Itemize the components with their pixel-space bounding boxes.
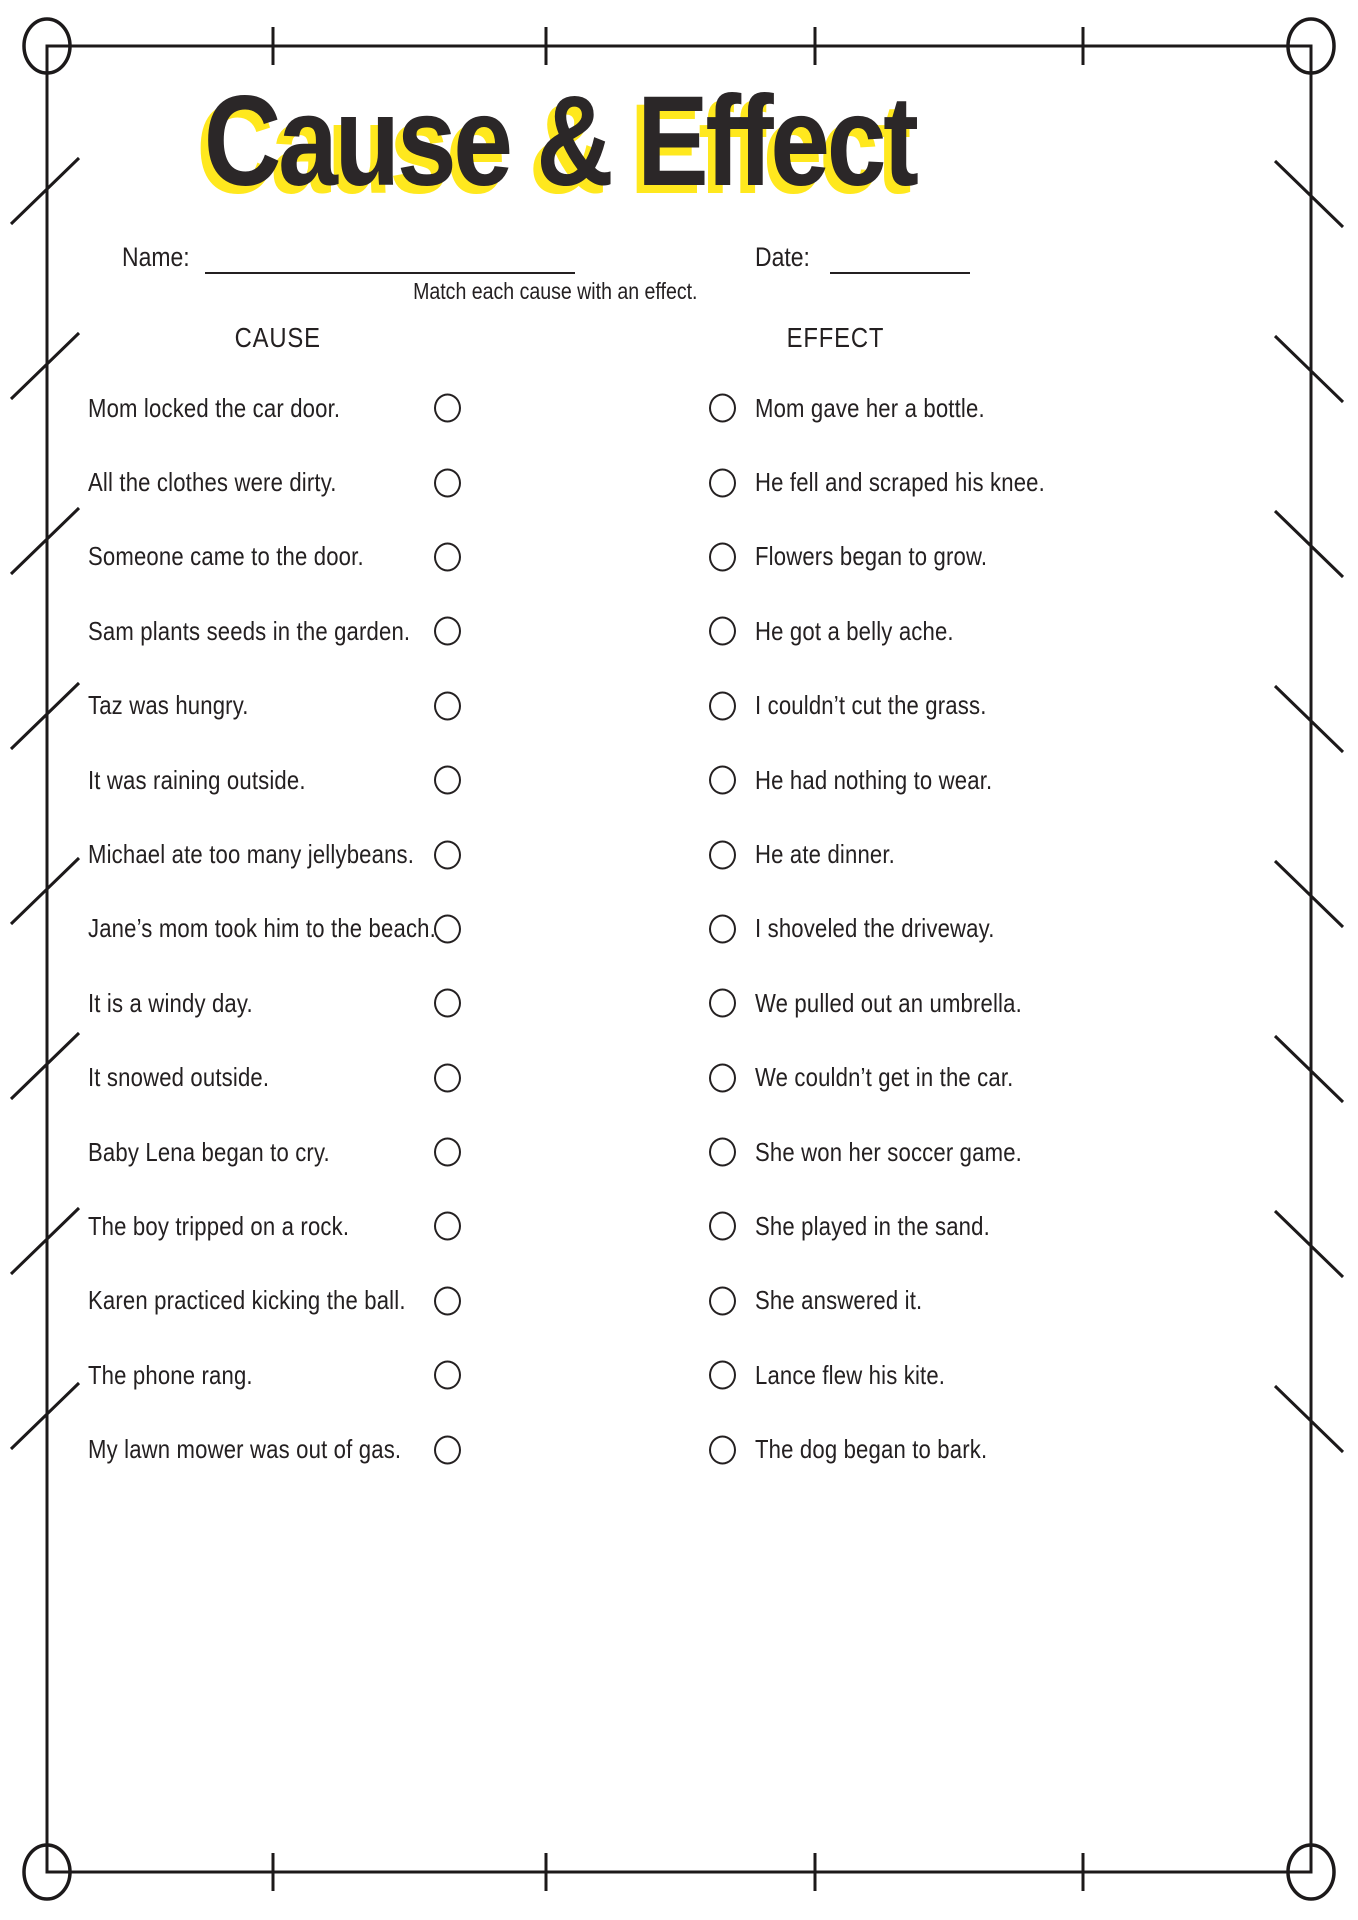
cause-header-text: CAUSE [234, 322, 322, 353]
cause-match-circle[interactable] [434, 394, 461, 423]
effect-text: Lance flew his kite. [755, 1359, 946, 1390]
instruction-area [88, 278, 1022, 305]
effect-text: He got a belly ache. [755, 615, 954, 646]
effect-text: She answered it. [755, 1285, 923, 1316]
cause-match-circle[interactable] [434, 1138, 461, 1167]
cause-text: The boy tripped on a rock. [88, 1210, 350, 1241]
cause-row [88, 1189, 648, 1263]
effect-text: Mom gave her a bottle. [755, 392, 985, 423]
name-date-row [0, 240, 1358, 280]
effect-row [703, 520, 1303, 594]
effect-text: We pulled out an umbrella. [755, 987, 1022, 1018]
effect-row [703, 1041, 1303, 1115]
effect-match-circle[interactable] [709, 1286, 736, 1315]
cause-text: Michael ate too many jellybeans. [88, 839, 415, 870]
cause-match-circle[interactable] [434, 989, 461, 1018]
effect-match-circle[interactable] [709, 1212, 736, 1241]
bottom-tick-marks [273, 1853, 1083, 1891]
cause-row [88, 817, 648, 891]
cause-row [88, 743, 648, 817]
cause-match-circle[interactable] [434, 1286, 461, 1315]
cause-text: Mom locked the car door. [88, 392, 341, 423]
cause-match-circle[interactable] [434, 766, 461, 795]
cause-text: It was raining outside. [88, 764, 306, 795]
cause-text: All the clothes were dirty. [88, 467, 337, 498]
cause-row [88, 1338, 648, 1412]
effect-match-circle[interactable] [709, 1063, 736, 1092]
cause-match-circle[interactable] [434, 1063, 461, 1092]
effect-row [703, 669, 1303, 743]
effect-row [703, 966, 1303, 1040]
effect-row [703, 1189, 1303, 1263]
effect-text: She won her soccer game. [755, 1136, 1022, 1167]
effect-text: We couldn’t get in the car. [755, 1062, 1014, 1093]
effect-row [703, 743, 1303, 817]
crop-mark-circle [1288, 19, 1334, 73]
effect-text: Flowers began to grow. [755, 541, 988, 572]
effect-text: She played in the sand. [755, 1210, 990, 1241]
cause-row [88, 445, 648, 519]
effect-match-circle[interactable] [709, 766, 736, 795]
cause-match-circle[interactable] [434, 617, 461, 646]
effect-row [703, 1264, 1303, 1338]
cause-text: Taz was hungry. [88, 690, 249, 721]
cause-text: Karen practiced kicking the ball. [88, 1285, 406, 1316]
effect-row [703, 371, 1303, 445]
effect-match-circle[interactable] [709, 691, 736, 720]
effect-match-circle[interactable] [709, 840, 736, 869]
cause-match-circle[interactable] [434, 691, 461, 720]
date-field-line[interactable] [830, 272, 970, 274]
worksheet-title: Cause & Effect [204, 70, 916, 213]
cause-row [88, 594, 648, 668]
cause-list [88, 371, 648, 1487]
effect-text: He fell and scraped his knee. [755, 467, 1045, 498]
effect-column-header [703, 320, 967, 356]
cause-match-circle[interactable] [434, 1361, 461, 1390]
effect-match-circle[interactable] [709, 914, 736, 943]
cause-row [88, 371, 648, 445]
cause-row [88, 892, 648, 966]
effect-text: I couldn’t cut the grass. [755, 690, 987, 721]
cause-text: It is a windy day. [88, 987, 253, 1018]
cause-column-header [88, 320, 468, 356]
top-tick-marks [273, 27, 1083, 65]
effect-list [703, 371, 1303, 1487]
cause-text: My lawn mower was out of gas. [88, 1434, 402, 1465]
effect-header-text: EFFECT [786, 322, 884, 353]
effect-match-circle[interactable] [709, 617, 736, 646]
effect-match-circle[interactable] [709, 394, 736, 423]
name-label: Name: [122, 242, 190, 272]
cause-match-circle[interactable] [434, 542, 461, 571]
cause-row [88, 520, 648, 594]
cause-match-circle[interactable] [434, 840, 461, 869]
effect-row [703, 1412, 1303, 1486]
cause-match-circle[interactable] [434, 468, 461, 497]
effect-row [703, 1338, 1303, 1412]
cause-text: Someone came to the door. [88, 541, 364, 572]
crop-mark-circle [24, 1845, 70, 1899]
instruction-text: Match each cause with an effect. [412, 278, 698, 304]
cause-match-circle[interactable] [434, 1435, 461, 1464]
effect-row [703, 1115, 1303, 1189]
title-area [60, 72, 1060, 213]
cause-row [88, 1412, 648, 1486]
cause-text: Sam plants seeds in the garden. [88, 615, 411, 646]
effect-text: He ate dinner. [755, 839, 895, 870]
cause-match-circle[interactable] [434, 914, 461, 943]
effect-match-circle[interactable] [709, 542, 736, 571]
effect-match-circle[interactable] [709, 989, 736, 1018]
cause-text: The phone rang. [88, 1359, 253, 1390]
left-slash-marks [11, 158, 79, 1449]
crop-mark-circle [1288, 1845, 1334, 1899]
cause-row [88, 669, 648, 743]
effect-row [703, 892, 1303, 966]
effect-match-circle[interactable] [709, 1435, 736, 1464]
cause-row [88, 1041, 648, 1115]
effect-text: The dog began to bark. [755, 1434, 988, 1465]
cause-row [88, 1264, 648, 1338]
effect-row [703, 445, 1303, 519]
effect-match-circle[interactable] [709, 468, 736, 497]
cause-row [88, 966, 648, 1040]
cause-text: It snowed outside. [88, 1062, 270, 1093]
cause-text: Jane’s mom took him to the beach. [88, 913, 436, 944]
crop-mark-circle [24, 19, 70, 73]
name-field-line[interactable] [205, 272, 575, 274]
effect-row [703, 817, 1303, 891]
cause-match-circle[interactable] [434, 1212, 461, 1241]
date-label: Date: [755, 242, 810, 272]
effect-text: I shoveled the driveway. [755, 913, 995, 944]
cause-text: Baby Lena began to cry. [88, 1136, 330, 1167]
effect-match-circle[interactable] [709, 1361, 736, 1390]
effect-text: He had nothing to wear. [755, 764, 993, 795]
cause-row [88, 1115, 648, 1189]
effect-row [703, 594, 1303, 668]
effect-match-circle[interactable] [709, 1138, 736, 1167]
